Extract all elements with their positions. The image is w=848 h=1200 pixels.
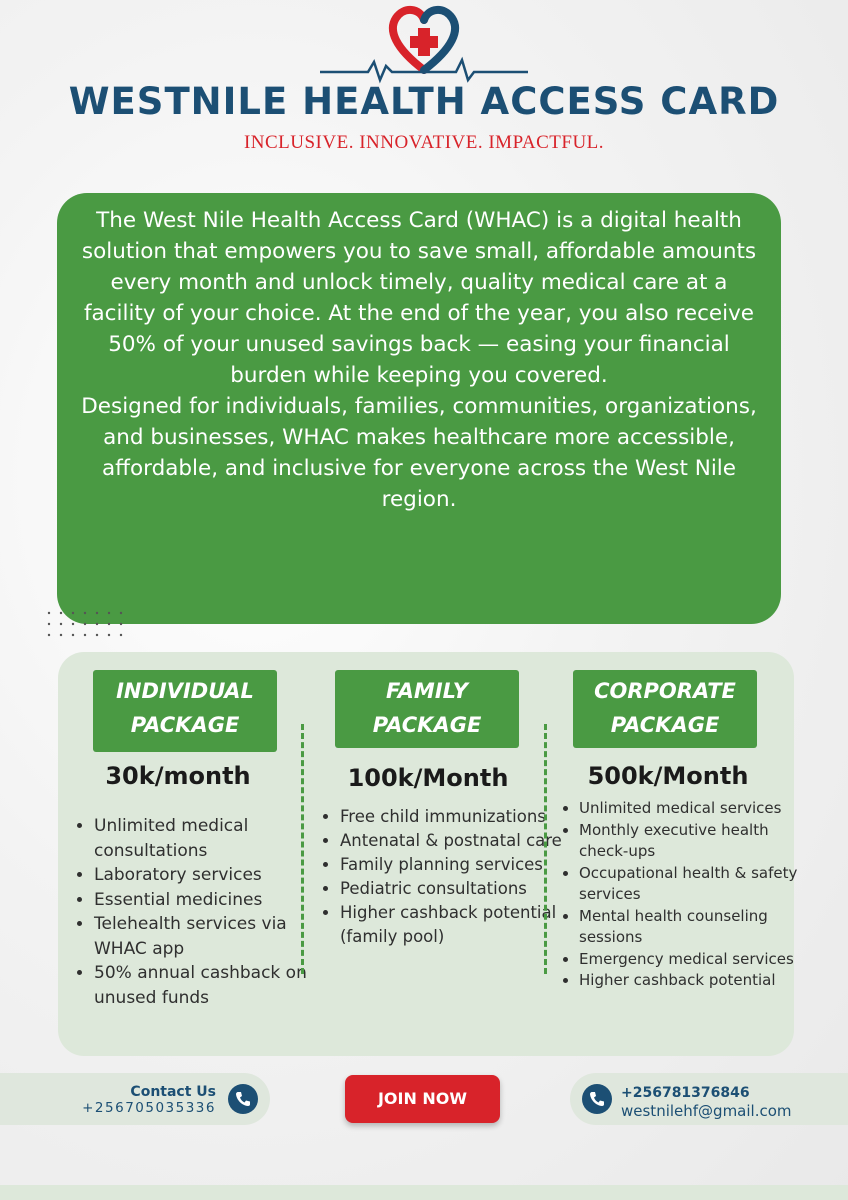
heart-cross-logo-icon [0,0,848,90]
bottom-strip [0,1185,848,1200]
family-package-price: 100k/Month [347,764,509,792]
intro-paragraph-2: Designed for individuals, families, communities, organizations, and businesses, WHAC makes healthcare more accessible, affordable, and inclusive for everyone across the West Nile region. [81,394,757,512]
list-item: • Free child immunizations [340,805,565,829]
family-package-features [318,805,565,949]
phone-icon [228,1084,258,1114]
intro-panel [57,193,781,624]
decorative-dots [46,610,126,642]
list-item: • Family planning services [340,853,565,877]
list-item: • Telehealth services via WHAC app [94,912,314,961]
list-item: • Unlimited medical services [579,798,809,820]
list-item: • Higher cashback potential [579,970,809,992]
list-item: • Antenatal & postnatal care [340,829,565,853]
corporate-package-features [557,798,809,992]
contact-us-block [0,1073,270,1125]
contact-phone[interactable]: +256705035336 [82,1100,216,1116]
individual-package-label: INDIVIDUAL PACKAGE [93,670,277,752]
list-item: • Monthly executive health check-ups [579,820,809,863]
list-item: • Unlimited medical consultations [94,814,314,863]
package-divider [544,724,547,974]
corporate-package-price: 500k/Month [587,762,749,790]
list-item: • Pediatric consultations [340,877,565,901]
contact-phone-2[interactable]: +256781376846 [621,1085,750,1101]
individual-package-features [72,814,314,1010]
list-item: • Occupational health & safety services [579,863,809,906]
list-item: • Mental health counseling sessions [579,906,809,949]
page-title: WESTNILE HEALTH ACCESS CARD [68,80,780,123]
list-item: • Essential medicines [94,888,314,913]
tagline: INCLUSIVE. INNOVATIVE. IMPACTFUL. [243,132,605,153]
list-item: • 50% annual cashback on unused funds [94,961,314,1010]
list-item: • Higher cashback potential (family pool) [340,901,565,949]
list-item: • Laboratory services [94,863,314,888]
corporate-package-label: CORPORATE PACKAGE [573,670,757,748]
list-item: • Emergency medical services [579,949,809,971]
phone-icon [582,1084,612,1114]
package-divider [301,724,304,974]
family-package-label: FAMILY PACKAGE [335,670,519,748]
packages-panel [58,652,798,1056]
contact-email[interactable]: westnilehf@gmail.com [621,1102,792,1120]
contact-details-block [570,1073,848,1125]
individual-package-price: 30k/month [105,762,251,790]
contact-heading: Contact Us [130,1084,216,1100]
intro-paragraph-1: The West Nile Health Access Card (WHAC) is a digital health solution that empowers you to save small, affordable amounts every month and unlock timely, quality medical care at a facility of your choice. At the end of the year, you also receive 50% of your unused savings back — easing your financial burden while keeping you covered. [81,208,757,388]
join-now-button[interactable]: JOIN NOW [345,1075,500,1123]
